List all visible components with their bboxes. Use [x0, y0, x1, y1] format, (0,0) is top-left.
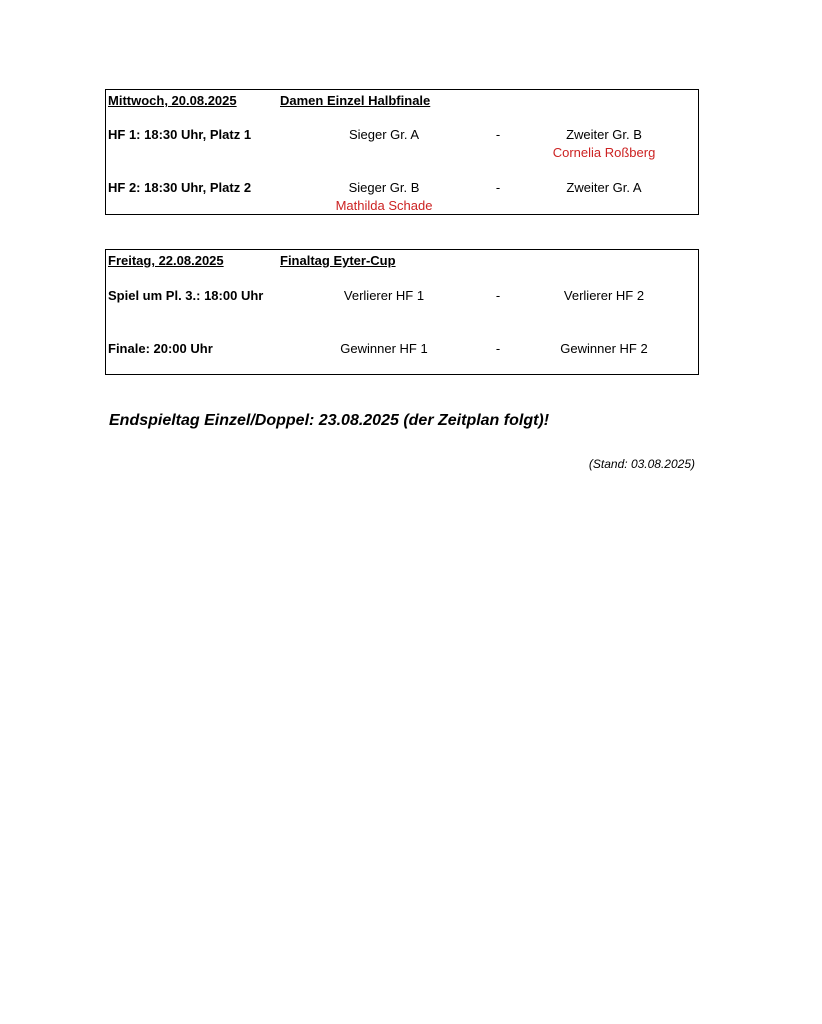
- match-home: Gewinner HF 1: [340, 341, 428, 356]
- schedule-box-finaltag: [105, 249, 699, 375]
- match-separator: -: [495, 341, 501, 356]
- match-home: Sieger Gr. B: [348, 180, 420, 195]
- match-separator: -: [495, 180, 501, 195]
- match-away: Zweiter Gr. A: [566, 180, 642, 195]
- schedule-box-halbfinale: [105, 89, 699, 215]
- match-label: Spiel um Pl. 3.: 18:00 Uhr: [108, 288, 264, 303]
- match-away: Verlierer HF 2: [563, 288, 645, 303]
- match-separator: -: [495, 127, 501, 142]
- match-away: Zweiter Gr. B: [566, 127, 642, 142]
- status-date: (Stand: 03.08.2025): [588, 457, 695, 471]
- match-home: Verlierer HF 1: [343, 288, 425, 303]
- section-day-heading: Mittwoch, 20.08.2025: [108, 93, 237, 108]
- match-home: Sieger Gr. A: [348, 127, 420, 142]
- match-separator: -: [495, 288, 501, 303]
- final-day-announcement: Endspieltag Einzel/Doppel: 23.08.2025 (der Zeitplan folgt)!: [109, 412, 550, 429]
- match-label: HF 1: 18:30 Uhr, Platz 1: [108, 127, 252, 142]
- section-title-heading: Damen Einzel Halbfinale: [280, 93, 431, 108]
- match-away-player-name: Cornelia Roßberg: [552, 145, 656, 160]
- match-label: Finale: 20:00 Uhr: [108, 341, 213, 356]
- match-away: Gewinner HF 2: [560, 341, 648, 356]
- match-label: HF 2: 18:30 Uhr, Platz 2: [108, 180, 252, 195]
- section-title-heading: Finaltag Eyter-Cup: [280, 253, 396, 268]
- match-home-player-name: Mathilda Schade: [335, 198, 433, 213]
- section-day-heading: Freitag, 22.08.2025: [108, 253, 224, 268]
